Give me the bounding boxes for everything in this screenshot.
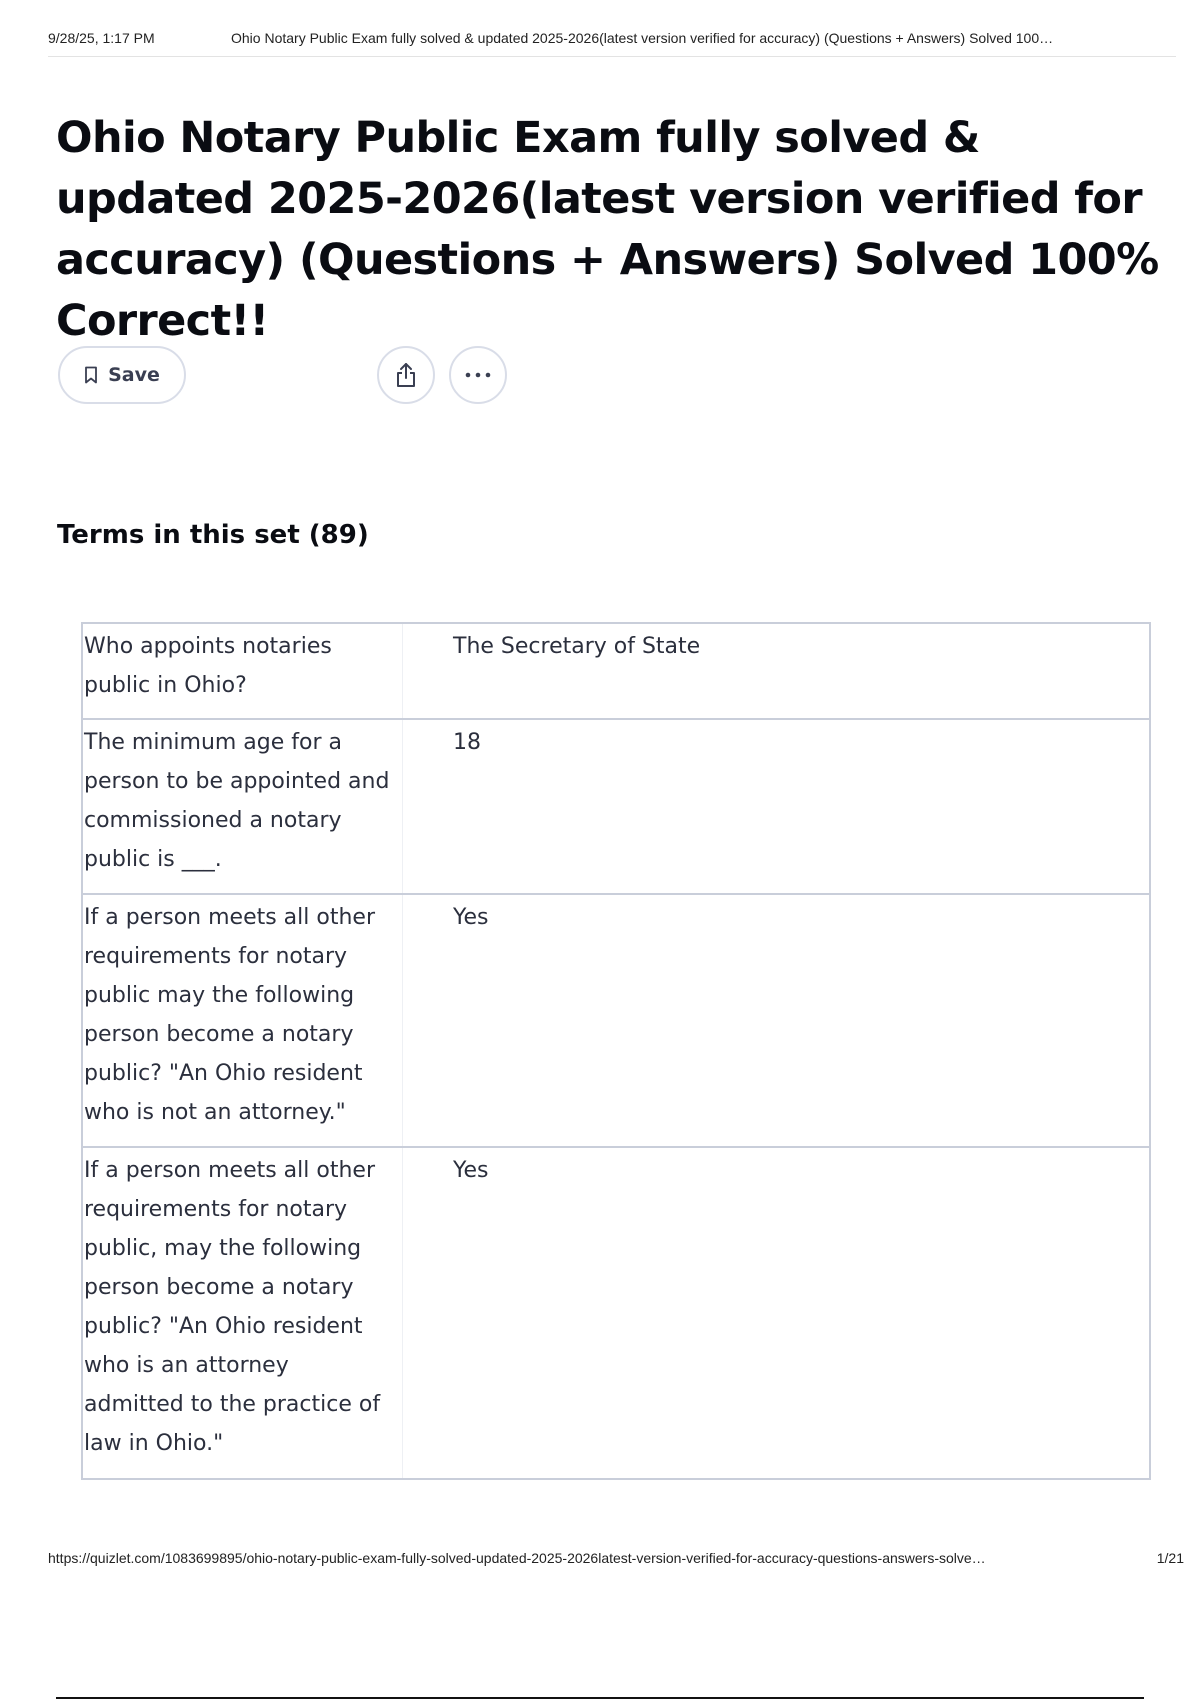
term-card[interactable] bbox=[81, 1146, 1151, 1480]
share-button[interactable] bbox=[377, 346, 435, 404]
terms-heading: Terms in this set (89) bbox=[57, 520, 369, 550]
page-title: Ohio Notary Public Exam fully solved & updated 2025-2026(latest version verified for accuracy) (Questions + Answers) Solved 100% Correct!! bbox=[56, 113, 1159, 346]
print-header bbox=[48, 30, 1176, 57]
terms-list bbox=[81, 624, 1151, 1480]
definition-text: The Secretary of State bbox=[453, 634, 701, 659]
print-url: https://quizlet.com/1083699895/ohio-notary-public-exam-fully-solved-updated-2025-2026latest-version-verified-for-accuracy-questions-answers-solve… bbox=[48, 1550, 986, 1566]
term-text: If a person meets all other requirements for notary public may the following person become a notary public? "An Ohio resident who is not an attorney." bbox=[83, 895, 403, 1146]
term-text: The minimum age for a person to be appointed and commissioned a notary public is ___. bbox=[83, 720, 403, 893]
term-text: Who appoints notaries public in Ohio? bbox=[83, 624, 403, 718]
page-divider bbox=[56, 1697, 1144, 1699]
save-button[interactable] bbox=[58, 346, 186, 404]
definition-text: Yes bbox=[453, 1158, 489, 1183]
print-footer bbox=[48, 1550, 1184, 1572]
definition-text: Yes bbox=[453, 905, 489, 930]
term-text: If a person meets all other requirements for notary public, may the following person become a notary public? "An Ohio resident who is an attorney admitted to the practice of law in Ohio." bbox=[83, 1148, 403, 1478]
more-options-button[interactable] bbox=[449, 346, 507, 404]
page-number: 1/21 bbox=[1156, 1550, 1184, 1566]
term-card[interactable] bbox=[81, 893, 1151, 1148]
print-datetime: 9/28/25, 1:17 PM bbox=[48, 30, 155, 46]
term-card[interactable] bbox=[81, 622, 1151, 720]
save-label: Save bbox=[108, 364, 160, 386]
share-icon bbox=[394, 362, 418, 388]
definition-text: 18 bbox=[453, 730, 481, 755]
bookmark-icon bbox=[84, 366, 98, 384]
print-doc-title: Ohio Notary Public Exam fully solved & updated 2025-2026(latest version verified for accuracy) (Questions + Answers) Solved 100… bbox=[231, 30, 1054, 46]
term-card[interactable] bbox=[81, 718, 1151, 895]
more-horizontal-icon bbox=[465, 372, 491, 378]
